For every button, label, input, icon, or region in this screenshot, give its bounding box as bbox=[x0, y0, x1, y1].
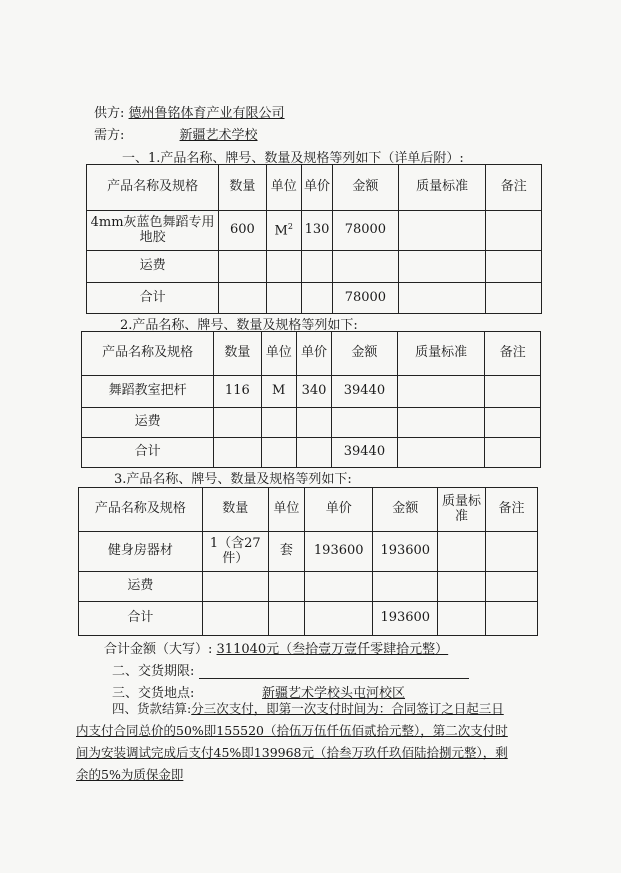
cell-unit-price: 340 bbox=[296, 376, 331, 408]
table-row bbox=[79, 532, 538, 572]
header-quality-standard: 质量标准 bbox=[398, 165, 486, 211]
delivery-period-blank bbox=[199, 665, 469, 679]
table-row bbox=[82, 408, 541, 438]
header-remarks: 备注 bbox=[486, 165, 542, 211]
header-quality-standard: 质量标准 bbox=[397, 332, 485, 376]
header-product-name: 产品名称及规格 bbox=[79, 488, 203, 532]
payment-settlement-paragraph bbox=[76, 698, 516, 786]
header-unit: 单位 bbox=[268, 488, 304, 532]
cell-product-name: 运费 bbox=[82, 408, 214, 438]
cell-product-name: 健身房器材 bbox=[79, 532, 203, 572]
delivery-period-label: 二、交货期限: bbox=[112, 664, 195, 679]
header-quantity: 数量 bbox=[219, 165, 266, 211]
cell-amount: 78000 bbox=[333, 211, 399, 251]
header-unit: 单位 bbox=[261, 332, 296, 376]
header-unit: 单位 bbox=[266, 165, 301, 211]
cell-amount: 78000 bbox=[333, 283, 399, 314]
header-quality-standard: 质量标准 bbox=[438, 488, 486, 532]
table-row bbox=[82, 376, 541, 408]
table-header-row bbox=[82, 332, 541, 376]
cell-product-name: 4mm灰蓝色舞蹈专用地胶 bbox=[87, 211, 219, 251]
cell-amount: 193600 bbox=[373, 602, 438, 636]
buyer-label: 需方: bbox=[94, 128, 125, 143]
table-row bbox=[87, 283, 542, 314]
section1-heading: 一、1.产品名称、牌号、数量及规格等列如下（详单后附）: bbox=[122, 151, 464, 166]
delivery-period-line bbox=[112, 660, 469, 679]
buyer-line bbox=[94, 124, 309, 143]
supplier-name: 德州鲁铭体育产业有限公司 bbox=[128, 106, 285, 121]
payment-label: 四、货款结算: bbox=[112, 701, 192, 716]
cell-remarks bbox=[486, 211, 542, 251]
header-unit-price: 单价 bbox=[305, 488, 373, 532]
header-product-name: 产品名称及规格 bbox=[82, 332, 214, 376]
cell-unit: M bbox=[261, 376, 296, 408]
table-row bbox=[82, 438, 541, 468]
table-row bbox=[79, 602, 538, 636]
total-amount-label: 合计金额（大写）: bbox=[104, 642, 213, 657]
cell-unit: $M^2$ bbox=[266, 211, 301, 251]
delivery-location-label: 三、交货地点: bbox=[112, 686, 195, 701]
cell-unit-price: 193600 bbox=[305, 532, 373, 572]
buyer-name: 新疆艺术学校 bbox=[179, 128, 258, 143]
header-unit-price: 单价 bbox=[301, 165, 332, 211]
header-amount: 金额 bbox=[373, 488, 438, 532]
payment-text: 分三次支付，即第一次支付时间为：合同签订之日起三日内支付合同总价的50%即155520（拾伍万伍仟伍佰贰拾元整），第二次支付时间为安装调试完成后支付45%即139968元（拾叁万玖仟玖佰陆拾捌元整），剩余的5%为质保金即 bbox=[76, 701, 508, 782]
table-row bbox=[79, 572, 538, 602]
header-product-name: 产品名称及规格 bbox=[87, 165, 219, 211]
product-table-1 bbox=[86, 164, 542, 314]
supplier-label: 供方: bbox=[94, 106, 125, 121]
cell-product-name: 合计 bbox=[82, 438, 214, 468]
supplier-line bbox=[94, 102, 285, 121]
cell-unit: 套 bbox=[268, 532, 304, 572]
header-remarks: 备注 bbox=[486, 488, 538, 532]
cell-product-name: 舞蹈教室把杆 bbox=[82, 376, 214, 408]
total-amount-value: 311040元（叁拾壹万壹仟零肆拾元整） bbox=[216, 642, 449, 657]
table-row bbox=[87, 251, 542, 283]
cell-quality-standard bbox=[398, 211, 486, 251]
header-amount: 金额 bbox=[333, 165, 399, 211]
cell-quantity: 116 bbox=[214, 376, 261, 408]
section3-heading: 3.产品名称、牌号、数量及规格等列如下: bbox=[114, 472, 352, 487]
cell-quantity: 1（含27件） bbox=[202, 532, 268, 572]
header-unit-price: 单价 bbox=[296, 332, 331, 376]
header-quantity: 数量 bbox=[214, 332, 261, 376]
cell-amount: 39440 bbox=[332, 438, 398, 468]
cell-unit-price: 130 bbox=[301, 211, 332, 251]
table-row bbox=[87, 211, 542, 251]
table-header-row bbox=[87, 165, 542, 211]
cell-amount: 193600 bbox=[373, 532, 438, 572]
header-remarks: 备注 bbox=[485, 332, 541, 376]
cell-quantity: 600 bbox=[219, 211, 266, 251]
header-amount: 金额 bbox=[332, 332, 398, 376]
cell-product-name: 合计 bbox=[87, 283, 219, 314]
cell-product-name: 合计 bbox=[79, 602, 203, 636]
cell-amount: 39440 bbox=[332, 376, 398, 408]
total-amount-line bbox=[104, 638, 448, 657]
section2-heading: 2.产品名称、牌号、数量及规格等列如下: bbox=[120, 318, 358, 333]
table-header-row bbox=[79, 488, 538, 532]
product-table-2 bbox=[81, 331, 541, 468]
delivery-location-value: 新疆艺术学校头屯河校区 bbox=[262, 686, 406, 701]
header-quantity: 数量 bbox=[202, 488, 268, 532]
product-table-3 bbox=[78, 487, 538, 636]
cell-product-name: 运费 bbox=[87, 251, 219, 283]
cell-product-name: 运费 bbox=[79, 572, 203, 602]
